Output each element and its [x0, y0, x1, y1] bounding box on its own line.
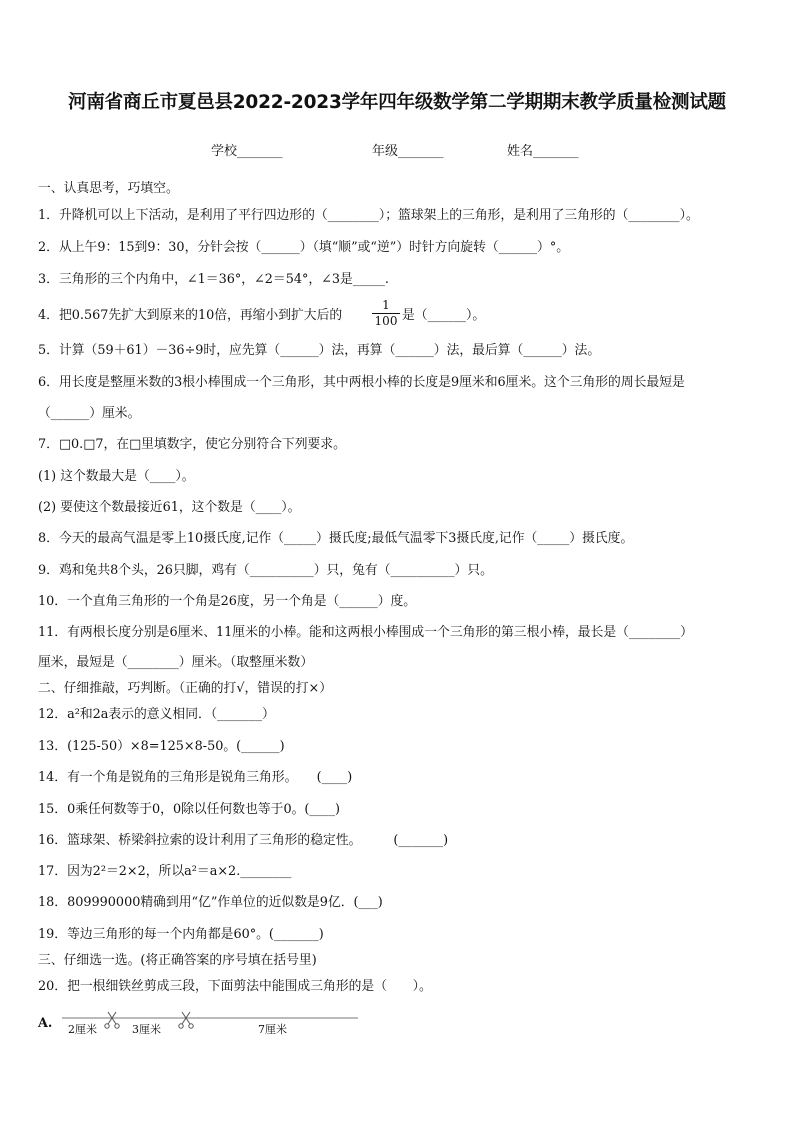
question-8: 8．今天的最高气温是零上10摄氏度,记作（_____）摄氏度;最低气温零下3摄氏度,记作（_____）摄氏度。 — [38, 531, 634, 546]
question-3: 3．三角形的三个内角中，∠1＝36°，∠2＝54°，∠3是_____. — [38, 272, 389, 287]
section-2-heading: 二、仔细推敲，巧判断。（正确的打√，错误的打×） — [38, 681, 333, 696]
grade-field: 年级_______ — [372, 144, 444, 159]
question-6-line-2: （______）厘米。 — [38, 406, 141, 421]
question-4-answer: 是（______）。 — [402, 308, 486, 323]
segment-1-label: 2厘米 — [68, 1023, 97, 1036]
question-16: 16．篮球架、桥梁斜拉索的设计利用了三角形的稳定性。 (_______) — [38, 833, 449, 848]
question-11-line-1: 11．有两根长度分别是6厘米、11厘米的小棒。能和这两根小棒围成一个三角形的第三根小棒，最长是（________） — [38, 625, 693, 640]
option-a-figure — [38, 1010, 368, 1040]
question-19: 19．等边三角形的每一个内角都是60°。(_______) — [38, 927, 324, 942]
scissors-icon — [179, 1012, 193, 1028]
question-5: 5．计算（59＋61）－36÷9时，应先算（______）法，再算（______）法，最后算（______）法。 — [38, 343, 601, 358]
section-3-heading: 三、仔细选一选。(将正确答案的序号填在括号里) — [38, 953, 317, 968]
question-14: 14．有一个角是锐角的三角形是锐角三角形。 (____) — [38, 770, 353, 785]
page-title: 河南省商丘市夏邑县2022-2023学年四年级数学第二学期期末教学质量检测试题 — [68, 92, 726, 113]
question-4-text: 4．把0.567先扩大到原来的10倍，再缩小到扩大后的 — [38, 308, 343, 323]
school-field: 学校_______ — [211, 144, 283, 159]
question-18: 18．809990000精确到用“亿”作单位的近似数是9亿．(___) — [38, 895, 383, 910]
question-17: 17．因为2²＝2×2，所以a²＝a×2.________ — [38, 864, 292, 879]
question-11-line-2: 厘米，最短是（________）厘米。（取整厘米数） — [38, 655, 314, 670]
question-15: 15．0乘任何数等于0，0除以任何数也等于0。(____) — [38, 802, 340, 817]
scissors-icon — [105, 1012, 119, 1028]
question-10: 10．一个直角三角形的一个角是26度，另一个角是（______）度。 — [38, 594, 417, 609]
question-7-part-2: (2) 要使这个数最接近61，这个数是（____）。 — [38, 500, 301, 515]
question-12: 12．a²和2a表示的意义相同．（_______） — [38, 707, 275, 722]
question-1: 1．升降机可以上下活动，是利用了平行四边形的（________）；篮球架上的三角形，是利用了三角形的（________）。 — [38, 208, 699, 223]
question-20: 20．把一根细铁丝剪成三段，下面剪法中能围成三角形的是（ ）。 — [38, 979, 432, 994]
question-6-line-1: 6．用长度是整厘米数的3根小棒围成一个三角形，其中两根小棒的长度是9厘米和6厘米。这个三角形的周长最短是 — [38, 375, 685, 390]
question-7: 7．□0.□7，在□里填数字，使它分别符合下列要求。 — [38, 437, 346, 452]
segment-2-label: 3厘米 — [132, 1023, 161, 1036]
fraction-denominator: 100 — [372, 313, 400, 329]
question-7-part-1: (1) 这个数最大是（____）。 — [38, 469, 195, 484]
question-13: 13．(125-50）×8=125×8-50。(______) — [38, 739, 285, 754]
fraction-numerator: 1 — [382, 298, 390, 312]
fraction — [372, 298, 400, 329]
option-a-label: A. — [38, 1016, 53, 1031]
segment-3-label: 7厘米 — [258, 1023, 287, 1036]
section-1-heading: 一、认真思考，巧填空。 — [38, 181, 179, 196]
question-9: 9．鸡和兔共8个头，26只脚，鸡有（__________）只，兔有（__________）只。 — [38, 563, 493, 578]
question-2: 2．从上午9：15到9：30，分针会按（______）（填“顺”或“逆”）时针方向旋转（______）°。 — [38, 240, 570, 255]
name-field: 姓名_______ — [507, 144, 579, 159]
